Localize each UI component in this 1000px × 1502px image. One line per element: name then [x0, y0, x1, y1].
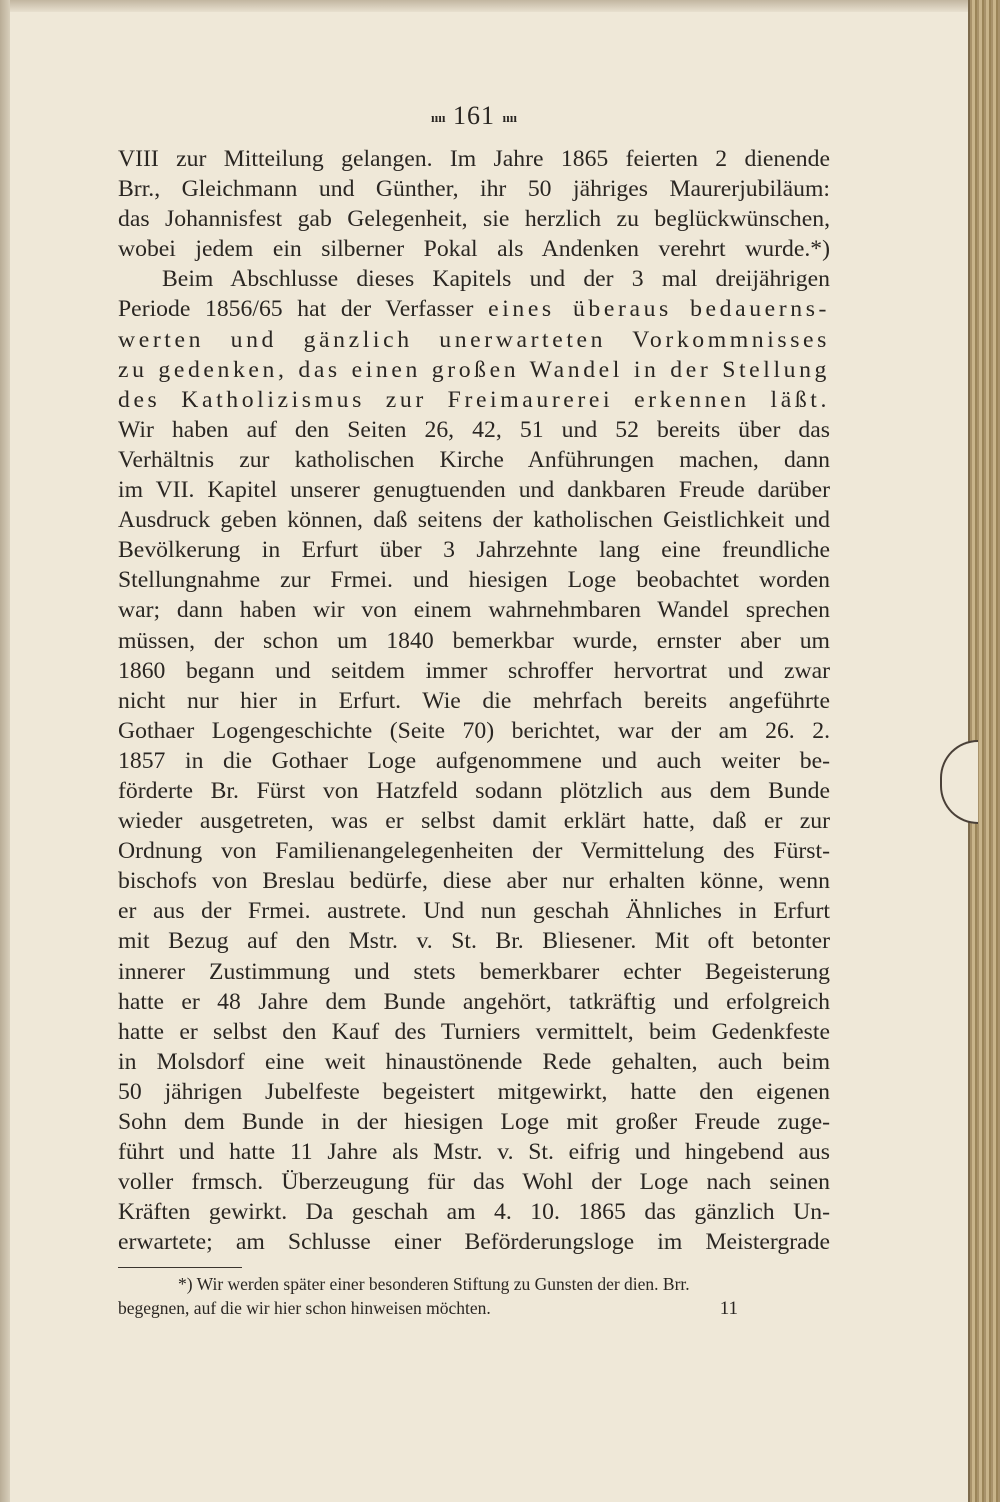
text-line: Stellungnahme zur Frmei. und hiesigen Loge beobachtet worden	[118, 567, 830, 594]
text-line: des Katholizismus zur Freimaurerei erkennen läßt.	[118, 386, 830, 413]
text-line: hatte er 48 Jahre dem Bunde angehört, tatkräftig und erfolgreich	[118, 988, 830, 1015]
text-line: Ordnung von Familienangelegenheiten der Vermittelung des Fürst-	[118, 838, 830, 865]
text-line	[118, 294, 830, 324]
footnote-rule	[118, 1267, 242, 1268]
text-line: zu gedenken, das einen großen Wandel in der Stellung	[118, 356, 830, 383]
footnote-line: *) Wir werden später einer besonderen Stiftung zu Gunsten der dien. Brr.	[178, 1274, 690, 1295]
text-line: mit Bezug auf den Mstr. v. St. Br. Bliesener. Mit oft betonter	[118, 928, 830, 955]
text-line: er aus der Frmei. austrete. Und nun geschah Ähnliches in Erfurt	[118, 898, 830, 925]
footnote-line: begegnen, auf die wir hier schon hinweisen möchten.	[118, 1298, 491, 1319]
text-line: Brr., Gleichmann und Günther, ihr 50 jähriges Maurerjubiläum:	[118, 176, 830, 203]
text-line: das Johannisfest gab Gelegenheit, sie herzlich zu beglückwünschen,	[118, 206, 830, 233]
text-line: hatte er selbst den Kauf des Turniers vermittelt, beim Gedenkfeste	[118, 1018, 830, 1045]
thumb-index-tab	[940, 740, 978, 824]
text-line: war; dann haben wir von einem wahrnehmbaren Wandel sprechen	[118, 597, 830, 624]
text-line: in Molsdorf eine weit hinaustönende Rede gehalten, auch beim	[118, 1048, 830, 1075]
text-line: Bevölkerung in Erfurt über 3 Jahrzehnte lang eine freundliche	[118, 537, 830, 564]
text-line: VIII zur Mitteilung gelangen. Im Jahre 1865 feierten 2 dienende	[118, 146, 830, 172]
text-line: wieder ausgetreten, was er selbst damit erklärt hatte, daß er zur	[118, 808, 830, 835]
text-segment-spaced: eines überaus bedauerns-	[488, 296, 830, 323]
text-line: im VII. Kapitel unserer genugtuenden und dankbaren Freude darüber	[118, 477, 830, 504]
text-line: Ausdruck geben können, daß seitens der katholischen Geistlichkeit und	[118, 507, 830, 534]
text-line: Gothaer Logengeschichte (Seite 70) berichtet, war der am 26. 2.	[118, 717, 830, 744]
text-line: wobei jedem ein silberner Pokal als Andenken verehrt wurde.*)	[118, 236, 830, 263]
text-line: voller frmsch. Überzeugung für das Wohl der Loge nach seinen	[118, 1169, 830, 1196]
text-line: nicht nur hier in Erfurt. Wie die mehrfach bereits angeführte	[118, 687, 830, 714]
header-ornament-left: ıııı	[431, 110, 446, 126]
text-line: Beim Abschlusse dieses Kapitels und der 3 mal dreijährigen	[162, 266, 830, 293]
text-line: 50 jährigen Jubelfeste begeistert mitgewirkt, hatte den eigenen	[118, 1078, 830, 1105]
text-line: werten und gänzlich unerwarteten Vorkommnisses	[118, 326, 830, 353]
text-line: Verhältnis zur katholischen Kirche Anführungen machen, dann	[118, 446, 830, 473]
page-header	[118, 98, 830, 134]
text-line: 1857 in die Gothaer Loge aufgenommene und auch weiter be-	[118, 747, 830, 774]
text-line: Wir haben auf den Seiten 26, 42, 51 und 52 bereits über das	[118, 416, 830, 443]
text-line: müssen, der schon um 1840 bemerkbar wurde, ernster aber um	[118, 627, 830, 654]
text-line: Kräften gewirkt. Da geschah am 4. 10. 1865 das gänzlich Un-	[118, 1199, 830, 1226]
scan-top-edge	[0, 0, 1000, 12]
text-line: erwartete; am Schlusse einer Beförderungsloge im Meistergrade	[118, 1229, 830, 1256]
text-line: innerer Zustimmung und stets bemerkbarer echter Begeisterung	[118, 958, 830, 985]
header-ornament-right: ıııı	[502, 110, 517, 126]
text-line: 1860 begann und seitdem immer schroffer hervortrat und zwar	[118, 657, 830, 684]
signature-mark: 11	[719, 1298, 738, 1319]
text-segment: Periode 1856/65 hat der Verfasser	[118, 296, 474, 323]
page-number: 161	[453, 101, 495, 130]
text-line: Sohn dem Bunde in der hiesigen Loge mit großer Freude zuge-	[118, 1109, 830, 1135]
text-line: bischofs von Breslau bedürfe, diese aber nur erhalten könne, wenn	[118, 868, 830, 895]
book-page	[118, 98, 830, 1320]
text-line: führt und hatte 11 Jahre als Mstr. v. St. eifrig und hingebend aus	[118, 1139, 830, 1166]
text-line: förderte Br. Fürst von Hatzfeld sodann plötzlich aus dem Bunde	[118, 777, 830, 804]
body-text	[118, 144, 830, 1257]
scan-left-edge	[0, 0, 10, 1502]
